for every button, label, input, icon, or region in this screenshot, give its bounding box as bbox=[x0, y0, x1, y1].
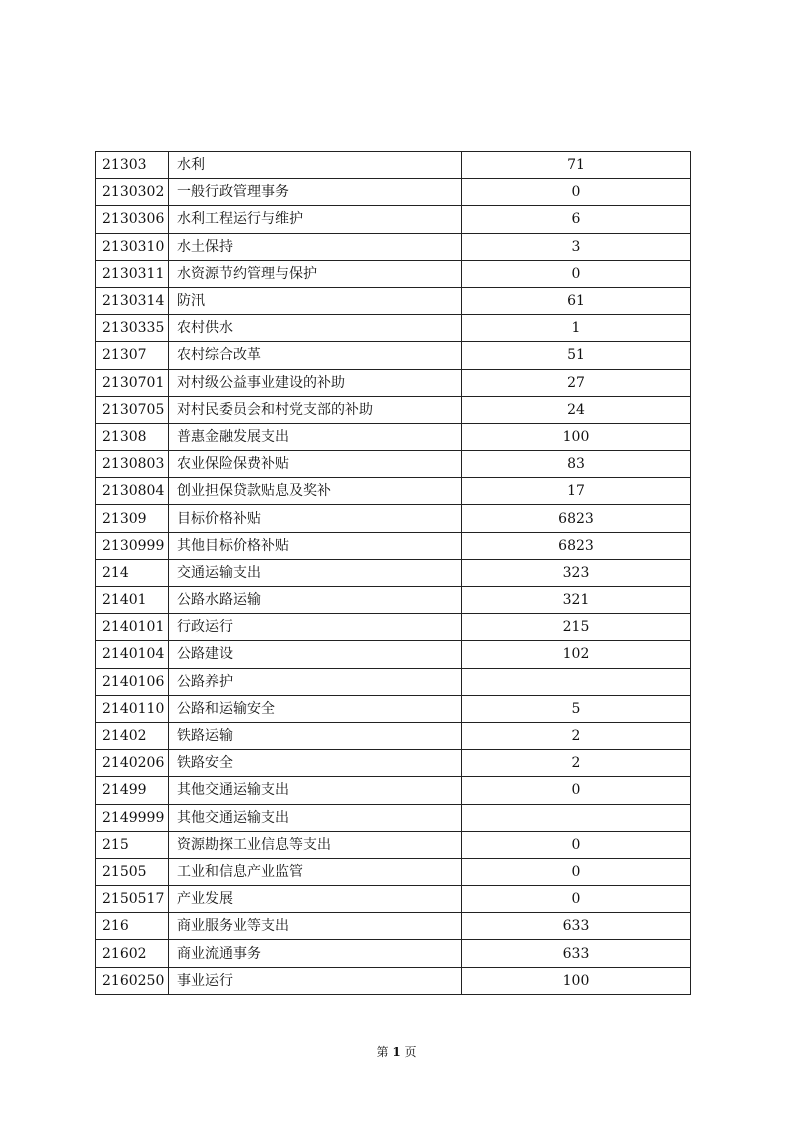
cell-name: 其他交通运输支出 bbox=[169, 777, 462, 804]
table-row bbox=[96, 423, 691, 450]
cell-amount: 71 bbox=[462, 152, 691, 179]
cell-name: 公路水路运输 bbox=[169, 587, 462, 614]
cell-code: 2130310 bbox=[96, 233, 169, 260]
table-row bbox=[96, 804, 691, 831]
cell-amount: 0 bbox=[462, 886, 691, 913]
cell-name: 防汛 bbox=[169, 287, 462, 314]
table-row bbox=[96, 913, 691, 940]
cell-amount: 6823 bbox=[462, 505, 691, 532]
cell-code: 2130804 bbox=[96, 478, 169, 505]
cell-code: 2130803 bbox=[96, 451, 169, 478]
cell-name: 目标价格补贴 bbox=[169, 505, 462, 532]
cell-code: 2149999 bbox=[96, 804, 169, 831]
table-row bbox=[96, 614, 691, 641]
cell-name: 事业运行 bbox=[169, 967, 462, 994]
table-row bbox=[96, 967, 691, 994]
table-row bbox=[96, 179, 691, 206]
page-footer-prefix: 第 bbox=[376, 1045, 389, 1059]
cell-code: 2130999 bbox=[96, 532, 169, 559]
page-footer-suffix: 页 bbox=[404, 1045, 417, 1059]
cell-name: 商业流通事务 bbox=[169, 940, 462, 967]
cell-name: 水土保持 bbox=[169, 233, 462, 260]
table-row bbox=[96, 559, 691, 586]
table-row bbox=[96, 505, 691, 532]
cell-amount: 215 bbox=[462, 614, 691, 641]
cell-name: 产业发展 bbox=[169, 886, 462, 913]
cell-amount: 24 bbox=[462, 396, 691, 423]
cell-amount: 100 bbox=[462, 423, 691, 450]
cell-code: 21309 bbox=[96, 505, 169, 532]
cell-code: 21308 bbox=[96, 423, 169, 450]
cell-amount: 100 bbox=[462, 967, 691, 994]
cell-name: 对村民委员会和村党支部的补助 bbox=[169, 396, 462, 423]
cell-amount: 0 bbox=[462, 777, 691, 804]
cell-code: 2130302 bbox=[96, 179, 169, 206]
cell-code: 2130311 bbox=[96, 260, 169, 287]
table-row bbox=[96, 260, 691, 287]
cell-name: 创业担保贷款贴息及奖补 bbox=[169, 478, 462, 505]
cell-code: 2130335 bbox=[96, 315, 169, 342]
cell-amount: 83 bbox=[462, 451, 691, 478]
cell-amount: 0 bbox=[462, 179, 691, 206]
cell-amount: 2 bbox=[462, 750, 691, 777]
cell-name: 工业和信息产业监管 bbox=[169, 858, 462, 885]
cell-code: 2150517 bbox=[96, 886, 169, 913]
table-row bbox=[96, 478, 691, 505]
cell-code: 21602 bbox=[96, 940, 169, 967]
cell-name: 普惠金融发展支出 bbox=[169, 423, 462, 450]
cell-code: 2130314 bbox=[96, 287, 169, 314]
table-row bbox=[96, 532, 691, 559]
cell-amount: 1 bbox=[462, 315, 691, 342]
cell-amount: 0 bbox=[462, 858, 691, 885]
table-row bbox=[96, 287, 691, 314]
cell-amount: 6823 bbox=[462, 532, 691, 559]
table-row bbox=[96, 722, 691, 749]
cell-name: 水利 bbox=[169, 152, 462, 179]
cell-amount bbox=[462, 804, 691, 831]
table-row bbox=[96, 451, 691, 478]
cell-name: 公路养护 bbox=[169, 668, 462, 695]
table-row bbox=[96, 587, 691, 614]
cell-code: 21505 bbox=[96, 858, 169, 885]
cell-amount: 61 bbox=[462, 287, 691, 314]
cell-name: 资源勘探工业信息等支出 bbox=[169, 831, 462, 858]
cell-name: 水利工程运行与维护 bbox=[169, 206, 462, 233]
cell-name: 其他交通运输支出 bbox=[169, 804, 462, 831]
cell-amount: 0 bbox=[462, 831, 691, 858]
cell-name: 商业服务业等支出 bbox=[169, 913, 462, 940]
cell-name: 一般行政管理事务 bbox=[169, 179, 462, 206]
table-row bbox=[96, 886, 691, 913]
table-row bbox=[96, 668, 691, 695]
cell-amount: 27 bbox=[462, 369, 691, 396]
table-row bbox=[96, 233, 691, 260]
table-row bbox=[96, 750, 691, 777]
cell-code: 2130306 bbox=[96, 206, 169, 233]
cell-amount: 5 bbox=[462, 695, 691, 722]
budget-table bbox=[95, 151, 691, 995]
cell-amount: 633 bbox=[462, 940, 691, 967]
table-row bbox=[96, 206, 691, 233]
table-row bbox=[96, 152, 691, 179]
cell-name: 铁路运输 bbox=[169, 722, 462, 749]
table-row bbox=[96, 641, 691, 668]
table-body bbox=[96, 152, 691, 995]
table-row bbox=[96, 831, 691, 858]
cell-amount: 17 bbox=[462, 478, 691, 505]
cell-code: 2160250 bbox=[96, 967, 169, 994]
table-row bbox=[96, 315, 691, 342]
page-footer bbox=[0, 1043, 793, 1060]
cell-amount: 323 bbox=[462, 559, 691, 586]
cell-code: 2130701 bbox=[96, 369, 169, 396]
cell-name: 公路和运输安全 bbox=[169, 695, 462, 722]
cell-name: 对村级公益事业建设的补助 bbox=[169, 369, 462, 396]
cell-code: 215 bbox=[96, 831, 169, 858]
cell-code: 214 bbox=[96, 559, 169, 586]
cell-amount: 321 bbox=[462, 587, 691, 614]
cell-code: 2140206 bbox=[96, 750, 169, 777]
cell-name: 公路建设 bbox=[169, 641, 462, 668]
cell-code: 2130705 bbox=[96, 396, 169, 423]
cell-amount bbox=[462, 668, 691, 695]
cell-code: 216 bbox=[96, 913, 169, 940]
table-row bbox=[96, 342, 691, 369]
cell-amount: 102 bbox=[462, 641, 691, 668]
page-number: 1 bbox=[392, 1045, 401, 1059]
cell-amount: 633 bbox=[462, 913, 691, 940]
cell-name: 水资源节约管理与保护 bbox=[169, 260, 462, 287]
cell-code: 2140104 bbox=[96, 641, 169, 668]
cell-code: 21402 bbox=[96, 722, 169, 749]
cell-amount: 2 bbox=[462, 722, 691, 749]
cell-amount: 51 bbox=[462, 342, 691, 369]
cell-name: 农村综合改革 bbox=[169, 342, 462, 369]
table-row bbox=[96, 777, 691, 804]
cell-amount: 3 bbox=[462, 233, 691, 260]
cell-name: 交通运输支出 bbox=[169, 559, 462, 586]
table-row bbox=[96, 858, 691, 885]
cell-name: 农村供水 bbox=[169, 315, 462, 342]
cell-amount: 0 bbox=[462, 260, 691, 287]
cell-code: 2140106 bbox=[96, 668, 169, 695]
table-row bbox=[96, 396, 691, 423]
cell-amount: 6 bbox=[462, 206, 691, 233]
cell-name: 行政运行 bbox=[169, 614, 462, 641]
cell-code: 21499 bbox=[96, 777, 169, 804]
cell-name: 农业保险保费补贴 bbox=[169, 451, 462, 478]
cell-code: 21307 bbox=[96, 342, 169, 369]
cell-code: 21401 bbox=[96, 587, 169, 614]
table-row bbox=[96, 695, 691, 722]
table-row bbox=[96, 940, 691, 967]
table-row bbox=[96, 369, 691, 396]
cell-code: 2140110 bbox=[96, 695, 169, 722]
cell-code: 2140101 bbox=[96, 614, 169, 641]
cell-code: 21303 bbox=[96, 152, 169, 179]
cell-name: 其他目标价格补贴 bbox=[169, 532, 462, 559]
cell-name: 铁路安全 bbox=[169, 750, 462, 777]
